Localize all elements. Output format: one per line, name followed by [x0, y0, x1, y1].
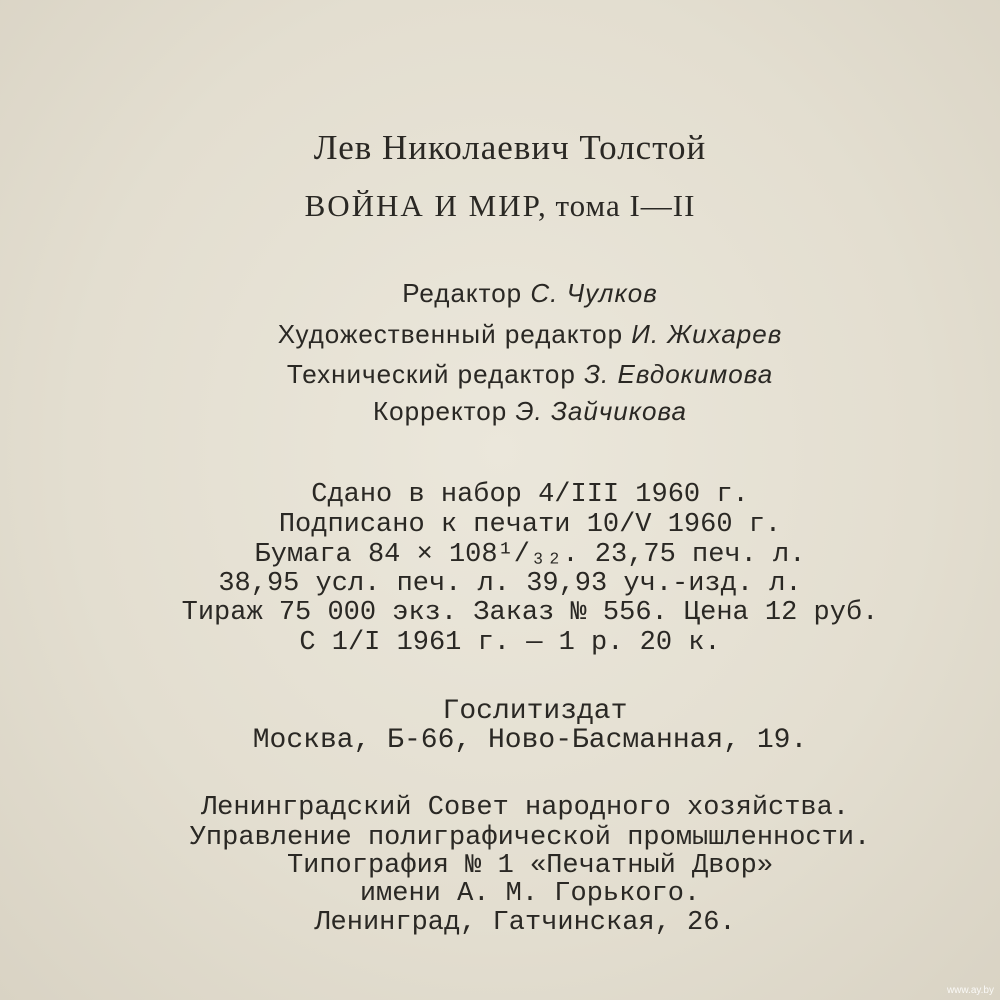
- print-info-price: С 1/I 1961 г. — 1 р. 20 к.: [299, 628, 721, 658]
- print-info-signed: Подписано к печати 10/V 1960 г.: [278, 510, 782, 540]
- proofreader-role: Корректор: [373, 396, 508, 426]
- printer-typography: Типография № 1 «Печатный Двор»: [286, 851, 774, 881]
- tech-editor-role: Технический редактор: [286, 359, 576, 389]
- print-info-run: Тираж 75 000 экз. Заказ № 556. Цена 12 руб.: [181, 598, 879, 628]
- print-info-sheets: 38,95 усл. печ. л. 39,93 уч.-изд. л.: [218, 569, 802, 599]
- site-watermark: www.ay.by: [946, 985, 994, 996]
- printer-named-after: имени А. М. Горького.: [359, 879, 701, 909]
- editor-line: [30, 280, 1000, 306]
- volumes: тома I—II: [555, 188, 696, 223]
- book-title-line: [0, 190, 1000, 221]
- editor-name: С. Чулков: [530, 278, 658, 308]
- proofreader-line: [30, 398, 1000, 424]
- editor-role: Редактор: [402, 278, 523, 308]
- tech-editor-name: З. Евдокимова: [584, 359, 774, 389]
- author-name: Лев Николаевич Толстой: [313, 128, 707, 167]
- printer-council: Ленинградский Совет народного хозяйства.: [200, 793, 850, 823]
- art-editor-name: И. Жихарев: [631, 319, 783, 349]
- art-editor-role: Художественный редактор: [277, 319, 624, 349]
- art-editor-line: [30, 321, 1000, 347]
- publisher-name: Гослитиздат: [442, 696, 628, 727]
- publisher-address: Москва, Б-66, Ново-Басманная, 19.: [252, 725, 808, 756]
- printer-address: Ленинград, Гатчинская, 26.: [314, 908, 736, 938]
- print-info-typeset: Сдано в набор 4/III 1960 г.: [311, 480, 749, 510]
- book-title: ВОЙНА И МИР,: [304, 188, 548, 223]
- printer-directorate: Управление полиграфической промышленности.: [189, 823, 871, 853]
- print-info-paper: Бумага 84 × 108¹/₃₂. 23,75 печ. л.: [254, 540, 806, 570]
- proofreader-name: Э. Зайчикова: [515, 396, 687, 426]
- tech-editor-line: [30, 361, 1000, 387]
